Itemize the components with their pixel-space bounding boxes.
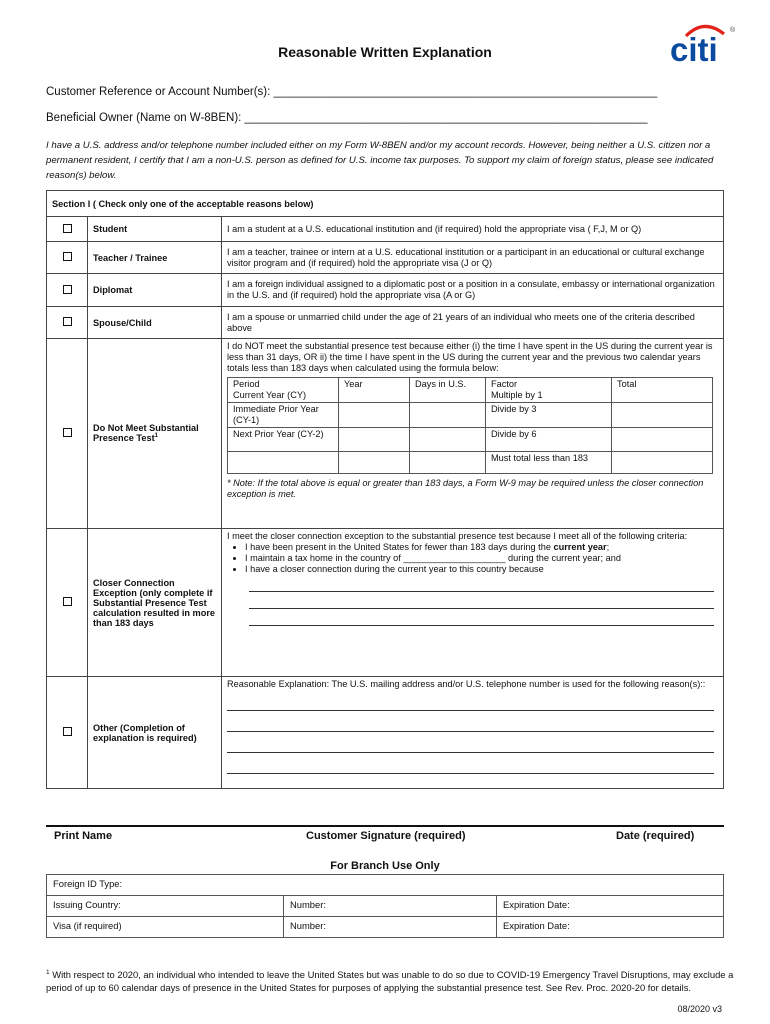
calc-days-total [410,452,486,474]
issuing-country-field[interactable]: Issuing Country: [47,896,284,917]
substantial-label [88,339,222,529]
calc-factor-cy2: Divide by 6 [486,428,612,452]
closer-reason-line-2[interactable] [249,592,714,609]
branch-use-table [46,874,724,938]
calc-row-0-period [228,378,339,403]
signature-line [46,825,724,827]
substantial-footnote-ref: 1 [154,433,158,440]
calc-period-cy2: Next Prior Year (CY-2) [228,428,339,452]
calc-header-period: Period [233,379,260,389]
teacher-label: Teacher / Trainee [88,242,222,274]
closer-reason-line-1[interactable] [249,575,714,592]
date-label: Date (required) [616,830,695,842]
student-desc: I am a student at a U.S. educational institution and (if required) hold the appropriate visa ( F,J, M or Q) [222,217,724,242]
calc-total-cy2[interactable] [612,428,713,452]
diplomat-checkbox[interactable] [47,274,88,307]
footnote-marker: 1 [46,969,50,976]
diplomat-label: Diplomat [88,274,222,307]
calc-year-cy1[interactable] [339,403,410,428]
diplomat-desc: I am a foreign individual assigned to a diplomatic post or a position in a consulate, embassy or international organization in the U.S. and (if required) hold the appropriate visa (A or G) [222,274,724,307]
expiration-date-field-1[interactable]: Expiration Date: [497,896,724,917]
logo-registered: ® [730,27,736,34]
print-name-label: Print Name [54,830,113,842]
calc-header-factor: Factor [491,379,518,389]
calc-header-year: Year [339,378,410,403]
closer-cell [222,529,724,677]
other-reason-line-1[interactable] [227,690,714,711]
customer-reference-field[interactable]: Customer Reference or Account Number(s): ____________________________________________________________ [46,86,658,98]
other-reason-line-3[interactable] [227,732,714,753]
other-reason-line-4[interactable] [227,753,714,774]
student-checkbox[interactable] [47,217,88,242]
intro-text: I have a U.S. address and/or telephone number included either on my Form W-8BEN and/or my account records. However, being neither a U.S. citizen nor a permanent resident, I certify that I am a non-U.S. person as defined for U.S. income tax purposes. To support my claim of foreign status, please see indicated reason(s) below. [46,140,714,181]
other-desc: Reasonable Explanation: The U.S. mailing address and/or U.S. telephone number is used for the following reason(s):: [227,679,706,689]
substantial-note: * Note: If the total above is equal or greater than 183 days, a Form W-9 may be required unless the closer connection exception is met. [227,478,704,499]
closer-criterion-1 [245,542,718,553]
reasons-table [46,190,724,789]
section-header: Section I ( Check only one of the acceptable reasons below) [47,191,724,217]
foreign-id-type-field[interactable]: Foreign ID Type: [47,875,724,896]
closer-checkbox[interactable] [47,529,88,677]
closer-label: Closer Connection Exception (only complete if Substantial Presence Test calculation resulted in more than 183 days [88,529,222,677]
calc-year-cy2[interactable] [339,428,410,452]
other-checkbox[interactable] [47,677,88,789]
calc-days-cy1[interactable] [410,403,486,428]
student-label: Student [88,217,222,242]
calc-header-total: Total [612,378,713,403]
other-cell [222,677,724,789]
calc-total-sum[interactable] [612,452,713,474]
calc-factor-total: Must total less than 183 [486,452,612,474]
spouse-desc: I am a spouse or unmarried child under the age of 21 years of an individual who meets one of the criteria described above [222,307,724,339]
form-version: 08/2020 v3 [677,1004,722,1014]
beneficial-owner-field[interactable]: Beneficial Owner (Name on W-8BEN): _______________________________________________________________ [46,112,648,124]
other-label: Other (Completion of explanation is required) [88,677,222,789]
substantial-label-text: Do Not Meet Substantial Presence Test [93,423,199,444]
substantial-desc: I do NOT meet the substantial presence test because either (i) the time I have spent in the US during the current year is less than 31 days, OR ii) the time I have spent in the US during the current year and the previous two calendar years totals less than 183 days when calculated using the formula below: [227,341,713,373]
presence-calc-table [227,377,713,474]
other-reason-line-2[interactable] [227,711,714,732]
spouse-checkbox[interactable] [47,307,88,339]
calc-total-cy1[interactable] [612,403,713,428]
substantial-checkbox[interactable] [47,339,88,529]
calc-year-total [339,452,410,474]
footnote-text: With respect to 2020, an individual who intended to leave the United States but was unable to do so due to COVID-19 Emergency Travel Disruptions, may exclude a period of up to 60 calendar days of presence in the United States for purposes of applying the substantial presence test. See Rev. Proc. 2020-20 for details. [46,969,734,994]
calc-days-cy2[interactable] [410,428,486,452]
calc-period-cy: Current Year (CY) [233,390,307,400]
criterion-1-text: I have been present in the United States for fewer than 183 days during the [245,542,554,552]
closer-desc: I meet the closer connection exception to the substantial presence test because I meet all of the following criteria: [227,531,688,541]
closer-criterion-2[interactable]: • I maintain a tax home in the country of ____________________ during the current year; and [245,553,718,564]
branch-use-header: For Branch Use Only [330,860,440,872]
calc-period-total [228,452,339,474]
footnote [46,966,736,994]
criterion-1-end: ; [606,542,610,552]
calc-factor-cy: Multiple by 1 [491,390,543,400]
closer-criterion-3: • I have a closer connection during the current year to this country because [245,564,718,575]
calc-period-cy1: Immediate Prior Year (CY-1) [228,403,339,428]
calc-row-0-factor [486,378,612,403]
spouse-label: Spouse/Child [88,307,222,339]
customer-signature-label: Customer Signature (required) [306,830,466,842]
expiration-date-field-2[interactable]: Expiration Date: [497,917,724,938]
number-field-1[interactable]: Number: [284,896,497,917]
teacher-desc: I am a teacher, trainee or intern at a U.S. educational institution or a participant in an educational or cultural exchange visitor program and (if required) hold the appropriate visa (J or Q) [222,242,724,274]
form-title: Reasonable Written Explanation [278,44,492,60]
calc-header-days: Days in U.S. [410,378,486,403]
closer-criteria-list [227,542,718,575]
substantial-cell [222,339,724,529]
teacher-checkbox[interactable] [47,242,88,274]
calc-factor-cy1: Divide by 3 [486,403,612,428]
criterion-1-bold: current year [553,542,607,552]
logo-text: citi [670,31,718,65]
closer-reason-line-3[interactable] [249,609,714,626]
visa-field[interactable]: Visa (if required) [47,917,284,938]
number-field-2[interactable]: Number: [284,917,497,938]
